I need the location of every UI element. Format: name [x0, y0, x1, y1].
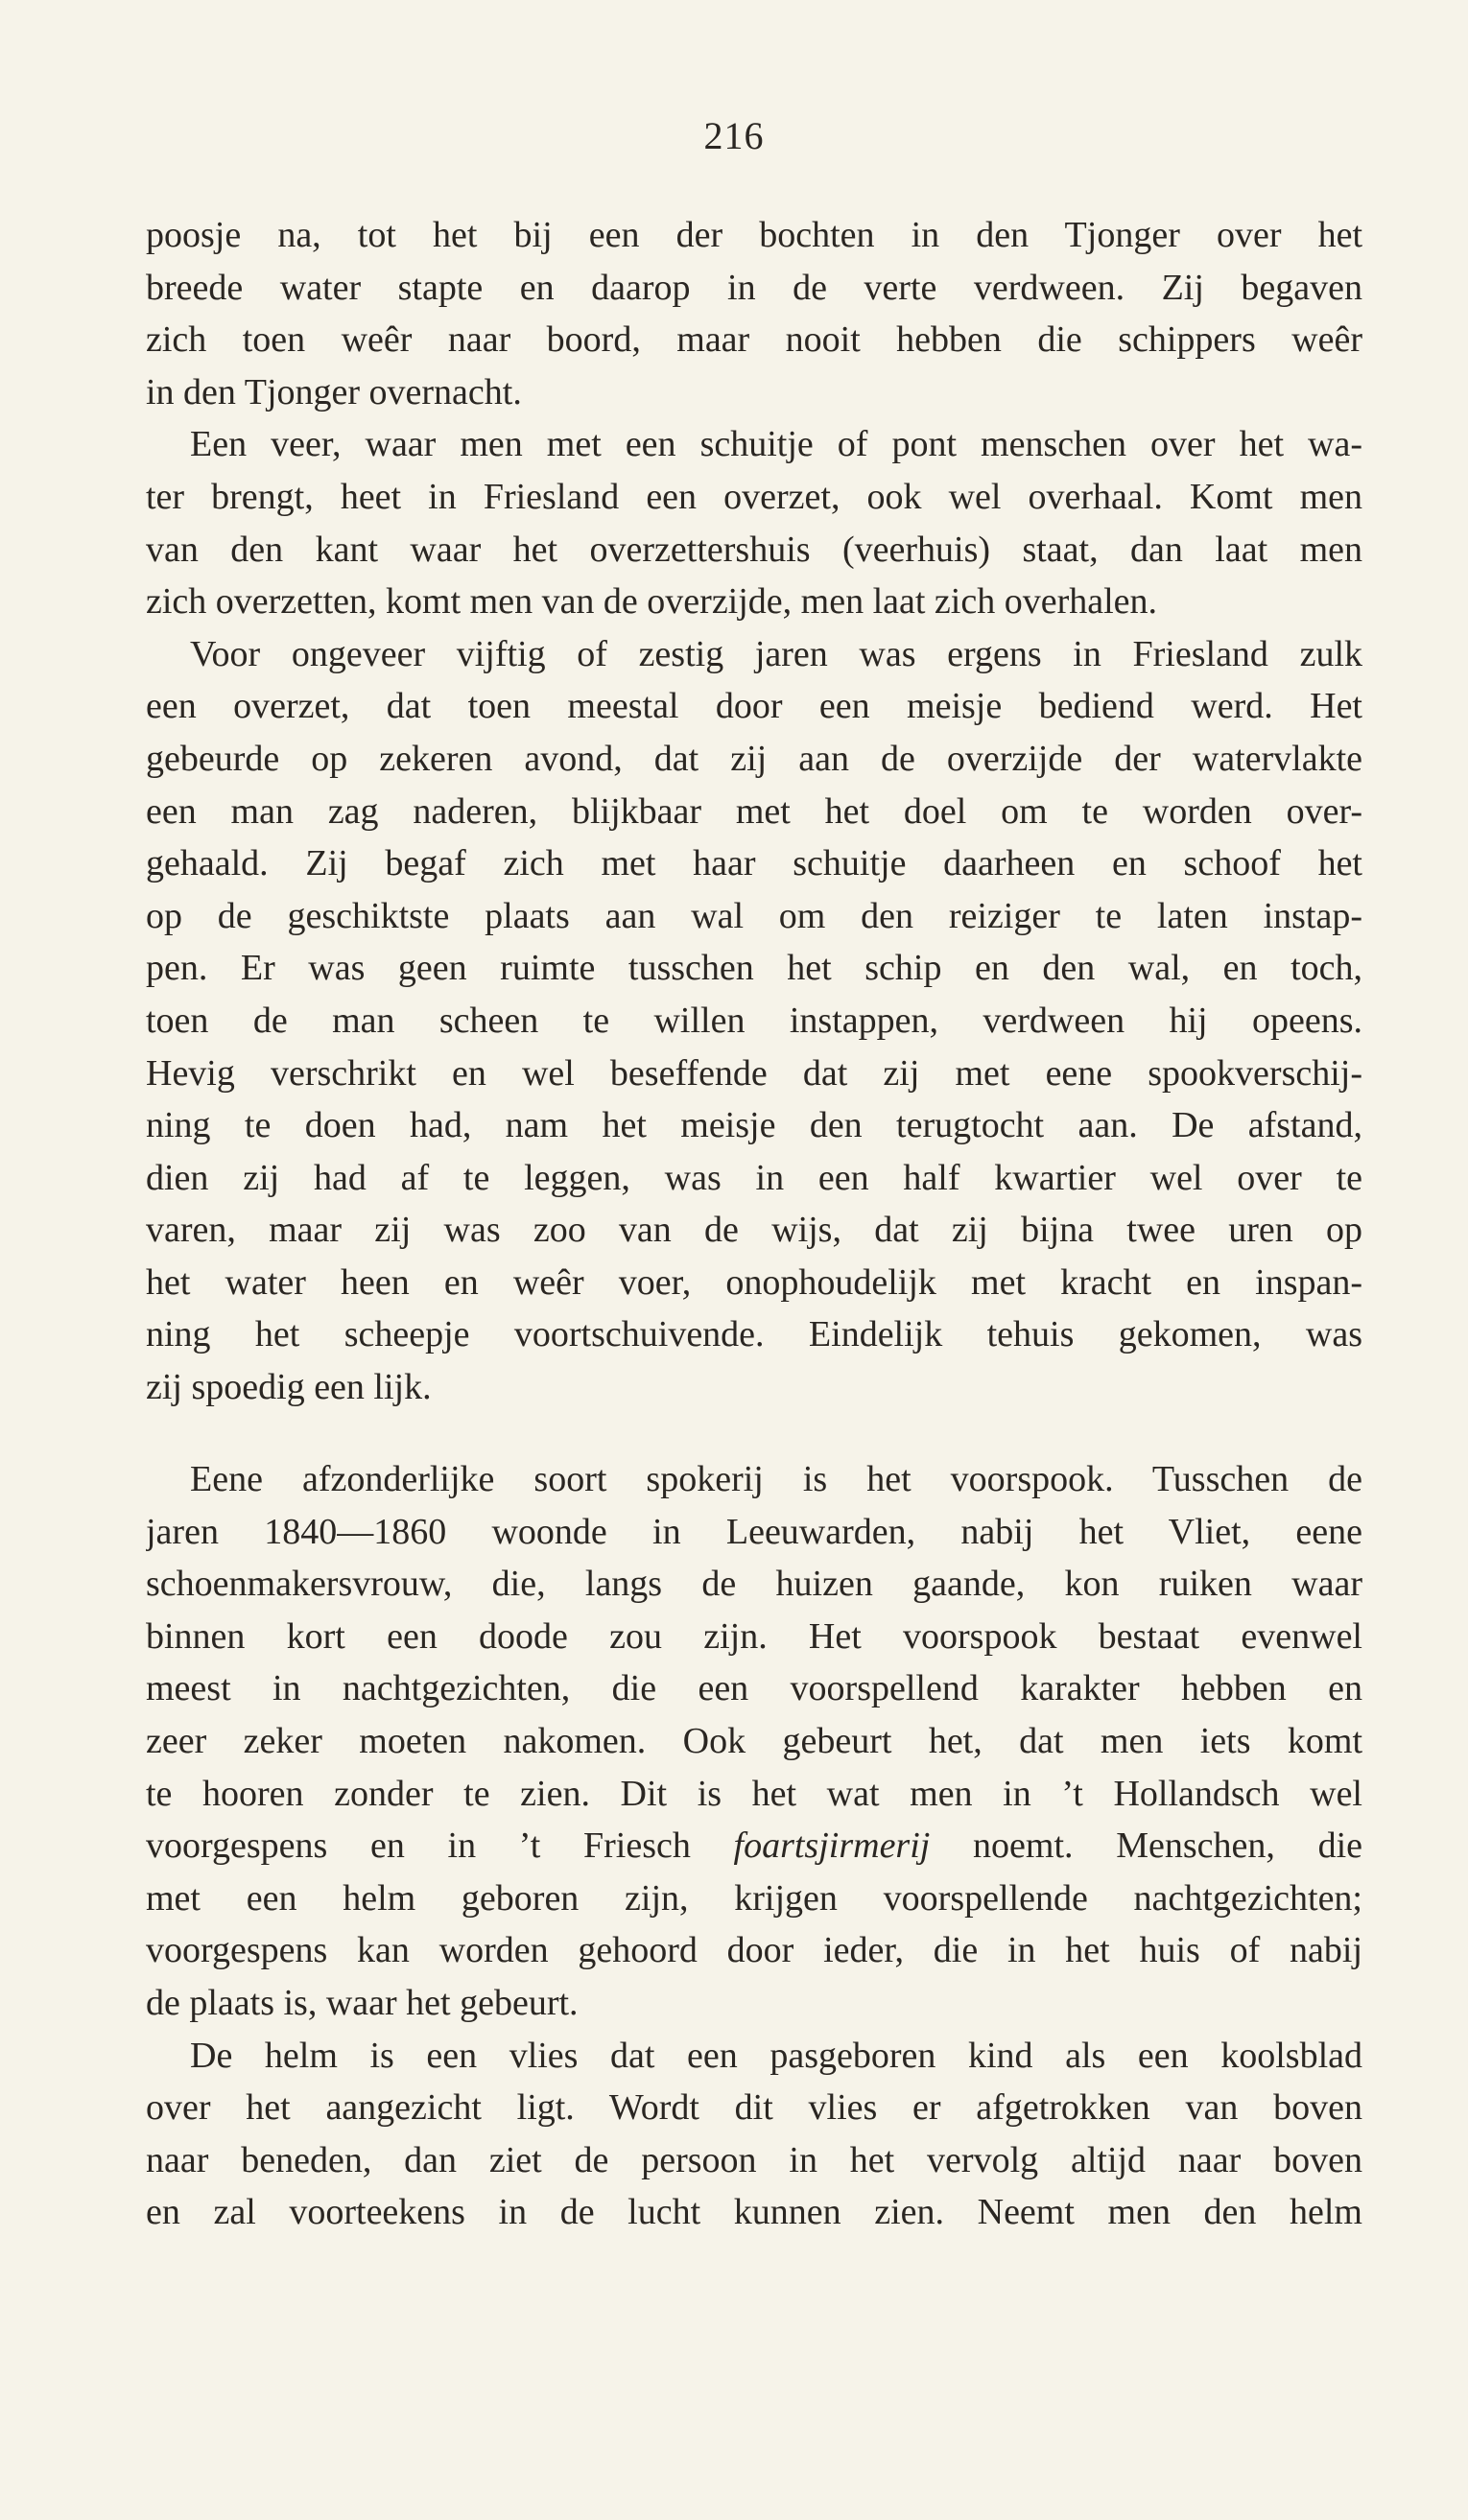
text-line: jaren 1840—1860 woonde in Leeuwarden, nabij het Vliet, eene	[146, 1511, 1362, 1552]
text-line: zich overzetten, komt men van de overzijde, men laat zich overhalen.	[146, 581, 1158, 623]
text-line: met een helm geboren zijn, krijgen voorspellende nachtgezichten;	[146, 1877, 1362, 1919]
text-line: zij spoedig een lijk.	[146, 1367, 432, 1408]
text-line: Hevig verschrikt en wel beseffende dat zij met eene spookverschij-	[146, 1052, 1362, 1094]
text-line: en zal voorteekens in de lucht kunnen zien. Neemt men den helm	[146, 2192, 1362, 2233]
text-line: breede water stapte en daarop in de verte verdween. Zij begaven	[146, 267, 1362, 308]
text-line: naar beneden, dan ziet de persoon in het vervolg altijd naar boven	[146, 2139, 1362, 2180]
text-line: zich toen weêr naar boord, maar nooit hebben die schippers weêr	[146, 319, 1362, 361]
text-line: voorgespens kan worden gehoord door ieder, die in het huis of nabij	[146, 1930, 1362, 1971]
text-line: over het aangezicht ligt. Wordt dit vlies er afgetrokken van boven	[146, 2087, 1362, 2129]
text-segment: voorgespens en in ’t Friesch	[146, 1825, 734, 1867]
text-line: schoenmakersvrouw, die, langs de huizen gaande, kon ruiken waar	[146, 1564, 1362, 1605]
text-line: Voor ongeveer vijftig of zestig jaren was ergens in Friesland zulk	[190, 633, 1362, 674]
text-line	[146, 1820, 1362, 1872]
text-line: binnen kort een doode zou zijn. Het voorspook bestaat evenwel	[146, 1615, 1362, 1657]
text-line: gehaald. Zij begaf zich met haar schuitje daarheen en schoof het	[146, 843, 1362, 884]
text-line: gebeurde op zekeren avond, dat zij aan de overzijde der watervlakte	[146, 738, 1362, 779]
text-line: een man zag naderen, blijkbaar met het doel om te worden over-	[146, 790, 1362, 832]
text-line: ning te doen had, nam het meisje den terugtocht aan. De afstand,	[146, 1105, 1362, 1146]
text-line: toen de man scheen te willen instappen, verdween hij opeens.	[146, 1000, 1362, 1041]
text-segment: noemt. Menschen, die	[930, 1825, 1362, 1867]
text-line: het water heen en weêr voer, onophoudelijk met kracht en inspan-	[146, 1261, 1362, 1303]
text-line: de plaats is, waar het gebeurt.	[146, 1982, 579, 2023]
text-line: dien zij had af te leggen, was in een half kwartier wel over te	[146, 1157, 1362, 1198]
text-line: ter brengt, heet in Friesland een overzet, ook wel overhaal. Komt men	[146, 476, 1362, 517]
text-line: ning het scheepje voortschuivende. Eindelijk tehuis gekomen, was	[146, 1314, 1362, 1355]
page-number: 216	[703, 114, 765, 157]
text-line: in den Tjonger overnacht.	[146, 371, 522, 412]
text-block-lower	[146, 1453, 1362, 2239]
text-line: een overzet, dat toen meestal door een meisje bediend werd. Het	[146, 686, 1362, 727]
text-line: te hooren zonder te zien. Dit is het wat men in ’t Hollandsch wel	[146, 1773, 1362, 1814]
text-line: meest in nachtgezichten, die een voorspellend karakter hebben en	[146, 1668, 1362, 1709]
text-line: zeer zeker moeten nakomen. Ook gebeurt het, dat men iets komt	[146, 1720, 1362, 1761]
text-line: Eene afzonderlijke soort spokerij is het voorspook. Tusschen de	[190, 1459, 1362, 1499]
text-line: op de geschiktste plaats aan wal om den reiziger te laten instap-	[146, 895, 1362, 936]
italic-term: foartsjirmerij	[733, 1825, 931, 1867]
text-line: varen, maar zij was zoo van de wijs, dat zij bijna twee uren op	[146, 1210, 1362, 1251]
text-block-upper	[146, 209, 1362, 1414]
text-line: pen. Er was geen ruimte tusschen het schip en den wal, en toch,	[146, 948, 1362, 989]
text-line: poosje na, tot het bij een der bochten in den Tjonger over het	[146, 215, 1362, 255]
text-line: De helm is een vlies dat een pasgeboren kind als een koolsblad	[190, 2035, 1362, 2076]
text-line: van den kant waar het overzettershuis (veerhuis) staat, dan laat men	[146, 529, 1362, 570]
text-line: Een veer, waar men met een schuitje of pont menschen over het wa-	[190, 424, 1362, 465]
